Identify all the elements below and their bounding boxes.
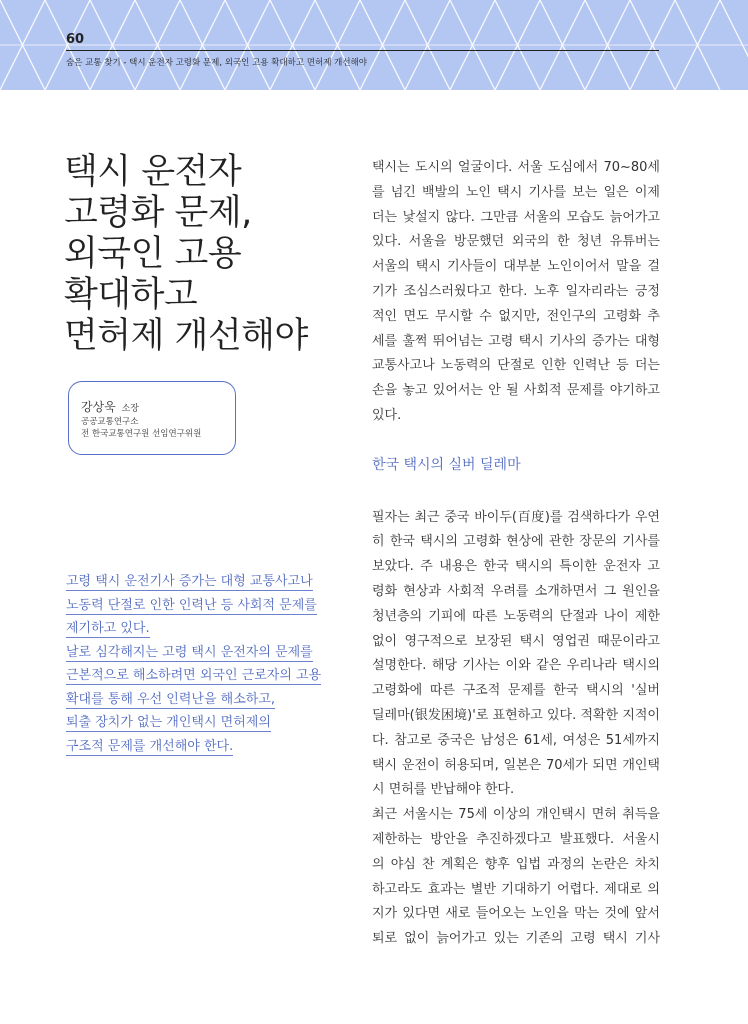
- author-affiliation: 공공교통연구소: [81, 417, 139, 427]
- body-paragraph-2: [372, 506, 660, 804]
- summary-line: 근본적으로 해소하려면 외국인 근로자의 고용: [66, 668, 322, 683]
- body-line: 택시 운전이 허용되며, 일본은 70세가 되면 개인택: [372, 757, 660, 773]
- body-line: 고령화에 따른 구조적 문제를 한국 택시의 '실버: [372, 683, 660, 699]
- body-line: 제한하는 방안을 추진하겠다고 발표했다. 서울시: [372, 831, 660, 847]
- body-line: 다. 참고로 중국은 남성은 61세, 여성은 51세까지: [372, 732, 660, 748]
- title-line: 택시 운전자: [64, 152, 242, 192]
- summary-line: 구조적 문제를 개선해야 한다.: [66, 738, 234, 754]
- body-line: 설명한다. 해당 기사는 이와 같은 우리나라 택시의: [372, 658, 660, 674]
- body-line: 시 면허를 반납해야 한다.: [372, 782, 515, 798]
- body-line: 있다. 서울을 방문했던 외국의 한 청년 유튜버는: [372, 234, 660, 250]
- body-line: 보았다. 주 내용은 한국 택시의 특이한 운전자 고: [372, 559, 660, 575]
- header-divider: [66, 50, 659, 51]
- body-line: 령화 현상과 사회적 우려를 소개하면서 그 원인을: [372, 583, 660, 599]
- body-line: 지가 있다면 새로 들어오는 노인을 막는 것에 앞서: [372, 906, 660, 922]
- body-line: 딜레마(银发困境)'로 표현하고 있다. 적확한 지적이: [372, 707, 660, 723]
- body-line: 적인 면도 무시할 수 없지만, 전인구의 고령화 추: [372, 308, 660, 324]
- author-name-block: [81, 398, 139, 415]
- title-line: 외국인 고용: [64, 234, 242, 274]
- author-affiliations: [81, 416, 201, 440]
- title-line: 면허제 개선해야: [64, 316, 308, 356]
- summary-line: 퇴출 장치가 없는 개인택시 면허제의: [66, 715, 271, 730]
- title-line: 확대하고: [64, 275, 198, 315]
- summary-line: 확대를 통해 우선 인력난을 해소하고,: [66, 691, 276, 707]
- breadcrumb: 숨은 교통 찾기 - 택시 운전자 고령화 문제, 외국인 고용 확대하고 면허제 개선해야: [66, 58, 367, 68]
- body-line: 필자는 최근 중국 바이두(百度)를 검색하다가 우연: [372, 509, 660, 525]
- author-affiliation: 전 한국교통연구원 선임연구위원: [81, 429, 202, 439]
- author-name: 강상욱: [81, 400, 116, 414]
- body-line: 청년층의 기피에 따른 노동력의 단절과 나이 제한: [372, 608, 660, 624]
- body-line: 서울의 택시 기사들이 대부분 노인이어서 말을 걸: [372, 259, 660, 275]
- body-line: 교통사고나 노동력의 단절로 인한 인력난 등 더는: [372, 358, 660, 374]
- body-line: 없이 영구적으로 보장된 택시 영업권 때문이라고: [372, 633, 660, 649]
- body-line: 최근 서울시는 75세 이상의 개인택시 면허 취득을: [372, 807, 660, 823]
- article-summary: [66, 570, 322, 758]
- page-header: [0, 0, 748, 90]
- body-line: 있다.: [372, 407, 402, 423]
- body-line: 손을 놓고 있어서는 안 될 사회적 문제를 야기하고: [372, 383, 660, 399]
- body-line: 를 넘긴 백발의 노인 택시 기사를 보는 일은 이제: [372, 184, 660, 200]
- body-line: 더는 낯설지 않다. 그만큼 서울의 모습도 늙어가고: [372, 209, 660, 225]
- section-subheading: 한국 택시의 실버 딜레마: [372, 456, 521, 473]
- author-role: 소장: [121, 404, 139, 414]
- body-line: 세를 훌쩍 뛰어넘는 고령 택시 기사의 증가는 대형: [372, 333, 660, 349]
- body-line: 퇴로 없이 늙어가고 있는 기존의 고령 택시 기사: [372, 931, 660, 947]
- summary-line: 고령 택시 운전기사 증가는 대형 교통사고나: [66, 574, 313, 589]
- body-line: 택시는 도시의 얼굴이다. 서울 도심에서 70~80세: [372, 160, 660, 175]
- summary-line: 제기하고 있다.: [66, 621, 150, 636]
- summary-line: 날로 심각해지는 고령 택시 운전자의 문제를: [66, 644, 313, 660]
- article-body: [372, 156, 660, 952]
- body-line: 의 야심 찬 계획은 향후 입법 과정의 논란은 차치: [372, 856, 660, 872]
- summary-line: 노동력 단절로 인한 인력난 등 사회적 문제를: [66, 597, 317, 613]
- header-geometric-pattern: [0, 0, 748, 90]
- article-title: [64, 152, 354, 357]
- body-paragraph-1: [372, 156, 660, 429]
- body-line: 하고라도 효과는 별반 기대하기 어렵다. 제대로 의: [372, 881, 660, 897]
- body-line: 기가 조심스러웠다고 한다. 노후 일자리라는 긍정: [372, 283, 660, 299]
- body-line: 히 한국 택시의 고령화 현상에 관한 장문의 기사를: [372, 534, 660, 550]
- title-line: 고령화 문제,: [64, 193, 252, 233]
- page-number: 60: [66, 32, 85, 47]
- body-paragraph-3: [372, 803, 660, 952]
